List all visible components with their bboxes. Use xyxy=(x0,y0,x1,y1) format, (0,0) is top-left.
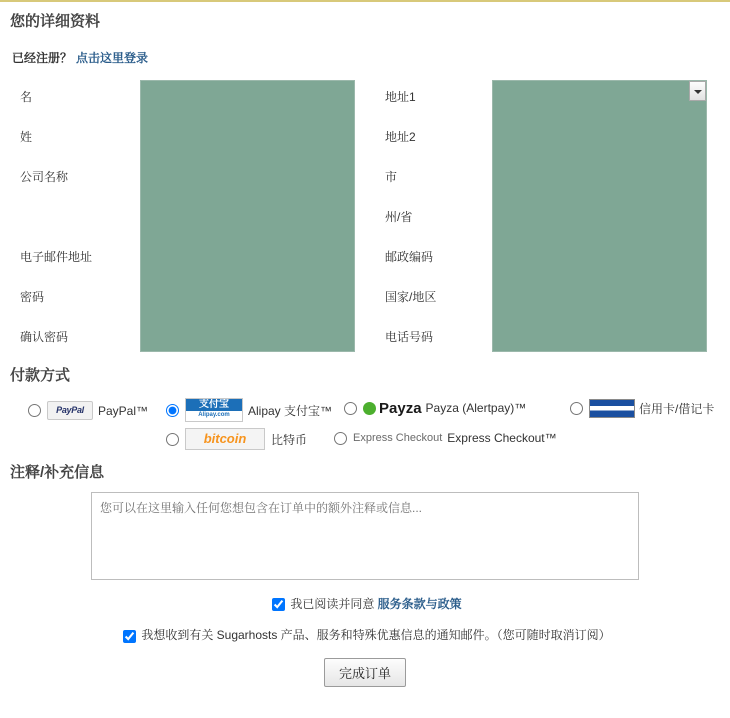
right-input-fields-group[interactable] xyxy=(492,80,707,352)
payza-dot-icon xyxy=(363,402,376,415)
payza-wordmark: Payza xyxy=(379,399,422,417)
notes-field-wrap xyxy=(0,492,730,583)
payment-label-creditcard: 信用卡/借记卡 xyxy=(639,402,715,416)
chevron-down-icon[interactable] xyxy=(689,81,706,101)
payment-label-alipay: Alipay 支付宝™ xyxy=(248,403,333,418)
login-prompt xyxy=(12,49,730,66)
payment-option-express-checkout[interactable] xyxy=(334,431,557,445)
radio-paypal[interactable] xyxy=(28,404,41,417)
payza-logo-icon xyxy=(363,399,422,417)
label-email: 电子邮件地址 xyxy=(20,250,93,264)
payment-label-paypal: PayPal™ xyxy=(98,403,149,418)
radio-alipay[interactable] xyxy=(166,404,179,417)
notes-textarea[interactable] xyxy=(91,492,639,580)
newsletter-row xyxy=(0,626,730,645)
alipay-logo-bottom-text: Alipay.com xyxy=(186,411,242,420)
alipay-logo-icon xyxy=(185,398,243,422)
page-title: 您的详细资料 xyxy=(10,13,101,30)
payment-label-express-checkout: Express Checkout™ xyxy=(447,431,557,445)
payment-option-alipay[interactable] xyxy=(166,398,332,422)
complete-order-button[interactable]: 完成订单 xyxy=(324,658,406,687)
paypal-logo-icon: PayPal xyxy=(47,401,93,420)
radio-payza[interactable] xyxy=(344,402,357,415)
payment-option-payza[interactable] xyxy=(344,399,526,417)
payment-label-bitcoin: 比特币 xyxy=(271,432,308,447)
label-address1: 地址1 xyxy=(385,90,416,104)
label-company: 公司名称 xyxy=(20,170,69,184)
label-confirm-password: 确认密码 xyxy=(20,330,69,344)
label-country: 国家/地区 xyxy=(385,290,437,304)
tos-text: 我已阅读并同意 xyxy=(290,597,375,611)
newsletter-text: 我想收到有关 Sugarhosts 产品、服务和特殊优惠信息的通知邮件。（您可随时取消订阅） xyxy=(141,628,611,643)
left-input-fields-group[interactable] xyxy=(140,80,355,352)
submit-row xyxy=(0,658,730,687)
customer-details-form xyxy=(0,80,730,360)
label-phone: 电话号码 xyxy=(385,330,434,344)
radio-creditcard[interactable] xyxy=(570,402,583,415)
bitcoin-logo-icon: bitcoin xyxy=(185,428,265,450)
newsletter-checkbox[interactable] xyxy=(123,630,136,643)
label-lastname: 姓 xyxy=(20,130,33,144)
creditcard-logo-icon xyxy=(589,399,635,418)
tos-agreement-row xyxy=(0,595,730,614)
payment-label-payza: Payza (Alertpay)™ xyxy=(425,401,527,415)
payment-section-title: 付款方式 xyxy=(10,367,71,384)
label-city: 市 xyxy=(385,170,398,184)
tos-checkbox[interactable] xyxy=(272,598,285,611)
label-address2: 地址2 xyxy=(385,130,416,144)
label-firstname: 名 xyxy=(20,90,33,104)
label-postcode: 邮政编码 xyxy=(385,250,434,264)
radio-bitcoin[interactable] xyxy=(166,433,179,446)
label-password: 密码 xyxy=(20,290,45,304)
checkout-page xyxy=(0,2,730,687)
radio-express-checkout[interactable] xyxy=(334,432,347,445)
tos-link[interactable]: 服务条款与政策 xyxy=(377,597,462,611)
payment-options xyxy=(0,395,730,455)
notes-section-title: 注释/补充信息 xyxy=(10,464,105,481)
payment-option-paypal[interactable] xyxy=(28,401,148,420)
payment-option-bitcoin[interactable] xyxy=(166,428,307,450)
label-state: 州/省 xyxy=(385,210,413,224)
alipay-logo-top-text: 支付宝 xyxy=(186,399,242,411)
express-checkout-logo-icon: Express Checkout xyxy=(353,432,443,444)
login-link[interactable]: 点击这里登录 xyxy=(76,51,149,65)
registered-prompt-text: 已经注册？ xyxy=(12,51,73,65)
payment-option-creditcard[interactable] xyxy=(570,399,714,418)
